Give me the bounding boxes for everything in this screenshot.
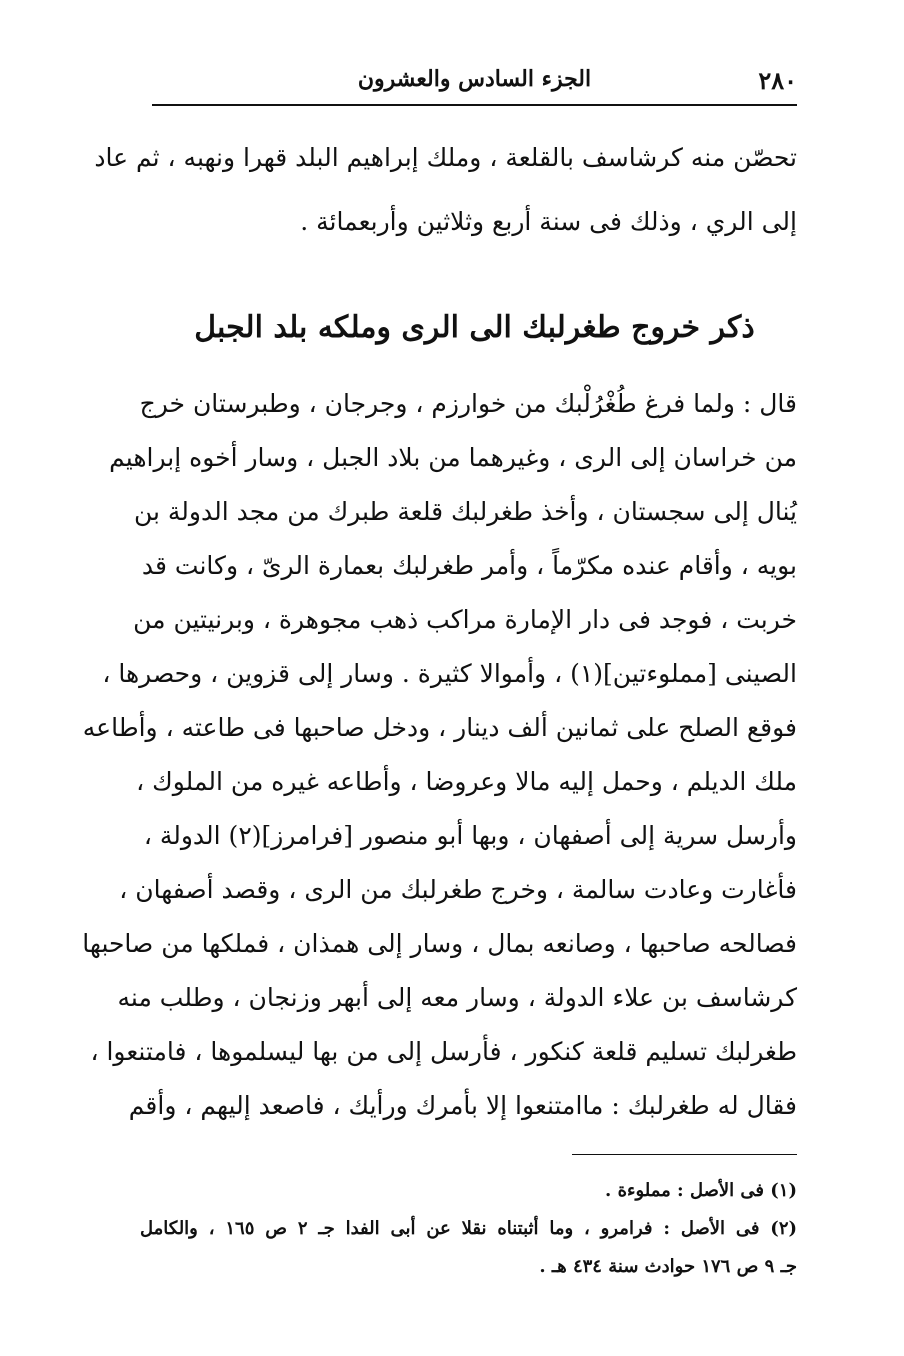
footnote-2: (٢) فى الأصل : فرامرو ، وما أثبتناه نقلا عن أبى الفدا جـ ٢ ص ١٦٥ ، والكامل [140,1218,798,1239]
running-head: الجزء السادس والعشرون [357,66,592,92]
header-rule [152,104,797,106]
page-number: ٢٨٠ [758,66,797,95]
footnote-rule [572,1154,797,1155]
footnote-1: (١) فى الأصل : مملوءة . [605,1180,797,1201]
footnotes [140,1172,797,1286]
footnote-2-continued: جـ ٩ ص ١٧٦ حوادث سنة ٤٣٤ هـ . [539,1256,797,1277]
book-page: ٢٨٠ الجزء السادس والعشرون تحصّن منه كرشاسف بالقلعة ، وملك إبراهيم البلد قهرا ونهبه ، ثم عاد إلى الري ، وذلك فى سنة أربع وثلاثين وأربعمائة . ذكر خروج طغرلبك الى الرى وملكه بلد الجبل قال : ولما فرغ طُغْرُلْبك من خوارزم ، وجرجان ، وطبرستان خرج من خراسان إلى الرى ، وغيرهما من بلاد الجبل ، وسار أخوه إبراهيم يُنال إلى سجستان ، وأخذ طغرلبك قلعة طبرك من مجد الدولة بن بويه ، وأقام عنده مكرّماً ، وأمر طغرلبك بعمارة الرىّ ، وكانت قد خربت ، فوجد فى دار الإمارة مراكب ذهب مجوهرة ، وبرنيتين من الصينى [مملوءتين](١) ، وأموالا كثيرة . وسار إلى قزوين ، وحصرها ، فوقع الصلح على ثمانين ألف دينار ، ودخل صاحبها فى طاعته ، وأطاعه ملك الديلم ، وحمل إليه مالا وعروضا ، وأطاعه غيره من الملوك ، وأرسل سرية إلى أصفهان ، وبها أبو منصور [فرامرز](٢) الدولة ، فأغارت وعادت سالمة ، وخرج طغرلبك من الرى ، وقصد أصفهان ، فصالحه صاحبها ، وصانعه بمال ، وسار إلى همذان ، فملكها من صاحبها كرشاسف بن علاء الدولة ، وسار معه إلى أبهر وزنجان ، وطلب منه طغرلبك تسليم قلعة كنكور ، فأرسل إلى من بها ليسلموها ، فامتنعوا ، فقال له طغرلبك : ماامتنعوا إلا بأمرك ورأيك ، فاصعد إليهم ، وأقم (١) فى الأصل : مملوءة . (٢) فى الأصل : فرامرو ، وما أثبتناه نقلا عن أبى الفدا جـ ٢ ص ١٦٥ ، والكامل جـ ٩ ص ١٧٦ حوادث سنة ٤٣٤ هـ . [0,0,904,1356]
body-paragraph: قال : ولما فرغ طُغْرُلْبك من خوارزم ، وجرجان ، وطبرستان خرج من خراسان إلى الرى ، وغيرهما من بلاد الجبل ، وسار أخوه إبراهيم يُنال إلى سجستان ، وأخذ طغرلبك قلعة طبرك من مجد الدولة بن بويه ، وأقام عنده مكرّماً ، وأمر طغرلبك بعمارة الرىّ ، وكانت قد خربت ، فوجد فى دار الإمارة مراكب ذهب مجوهرة ، وبرنيتين من الصينى [مملوءتين](١) ، وأموالا كثيرة . وسار إلى قزوين ، وحصرها ، فوقع الصلح على ثمانين ألف دينار ، ودخل صاحبها فى طاعته ، وأطاعه ملك الديلم ، وحمل إليه مالا وعروضا ، وأطاعه غيره من الملوك ، وأرسل سرية إلى أصفهان ، وبها أبو منصور [فرامرز](٢) الدولة ، فأغارت وعادت سالمة ، وخرج طغرلبك من الرى ، وقصد أصفهان ، فصالحه صاحبها ، وصانعه بمال ، وسار إلى همذان ، فملكها من صاحبها كرشاسف بن علاء الدولة ، وسار معه إلى أبهر وزنجان ، وطلب منه طغرلبك تسليم قلعة كنكور ، فأرسل إلى من بها ليسلموها ، فامتنعوا ، فقال له طغرلبك : ماامتنعوا إلا بأمرك ورأيك ، فاصعد إليهم ، وأقم [82,389,797,1120]
page-header [152,62,797,102]
section-heading: ذكر خروج طغرلبك الى الرى وملكه بلد الجبل [194,310,755,345]
